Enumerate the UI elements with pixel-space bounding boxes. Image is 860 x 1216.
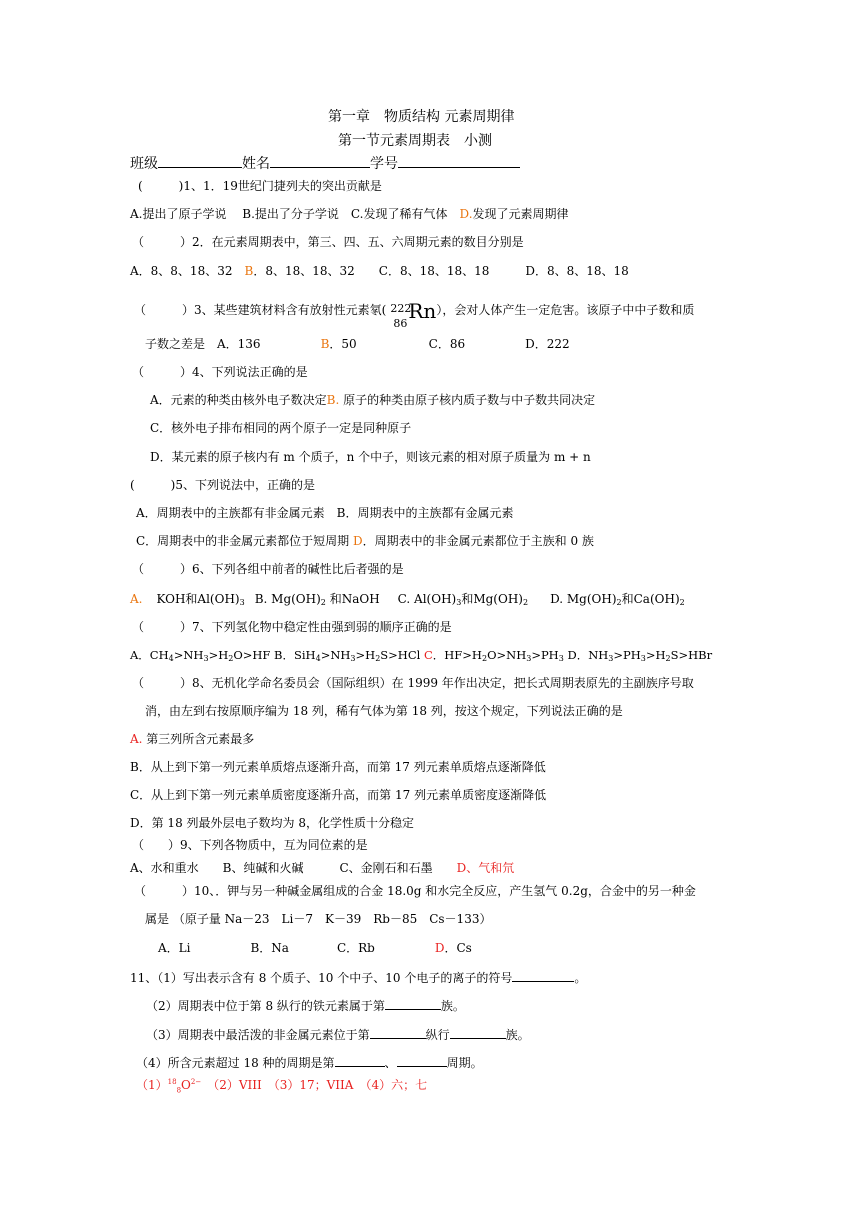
q11-part1-end: 。: [574, 971, 587, 985]
q11-part2-blank[interactable]: [385, 996, 441, 1010]
q10-option-d: ．Cs: [444, 941, 472, 955]
q11-part4-blank1[interactable]: [335, 1053, 385, 1067]
q8-option-c: C．从上到下第一列元素单质密度逐渐升高，而第 17 列元素单质密度逐渐降低: [130, 788, 547, 802]
q7-stem: （ ）7、下列氢化物中稳定性由强到弱的顺序正确的是: [132, 620, 452, 634]
q4-option-b: 原子的种类由原子核内质子数与中子数共同决定: [339, 393, 596, 407]
answer-symbol: O: [181, 1078, 191, 1092]
q8-option-b: B．从上到下第一列元素单质熔点逐渐升高，而第 17 列元素单质熔点逐渐降低: [130, 760, 546, 774]
q6-options: [130, 591, 685, 611]
q11-part2: [146, 996, 465, 1014]
q6-option-c-rest: 和Mg(OH): [461, 592, 523, 606]
nuclide-atomic-number: 86: [393, 316, 408, 330]
answer-key: [136, 1074, 427, 1098]
q8-option-a: [130, 731, 254, 747]
answer-rest: （2）VIII （3）17；VIIA （4）六；七: [201, 1078, 428, 1092]
q5-stem: ( )5、下列说法中，正确的是: [130, 478, 315, 492]
q4-option-c: C．核外电子排布相同的两个原子一定是同种原子: [150, 421, 412, 435]
q9-option-d: 、气和氘: [466, 861, 515, 875]
q10-options-abc: A．Li B．Na C．Rb: [158, 941, 435, 955]
q1-answer-letter: D.: [459, 207, 473, 221]
q6-option-d-sub: 2: [616, 598, 622, 607]
q2-options: [130, 263, 629, 279]
id-label: 学号: [370, 156, 398, 172]
q6-option-a: KOH和Al(OH): [156, 592, 240, 606]
q5-options-cd: [136, 533, 594, 549]
q9-stem: （ ）9、下列各物质中，互为同位素的是: [132, 838, 368, 852]
q2-options-bcd: ．8、18、18、32 C．8、18、18、18 D．8、8、18、18: [253, 264, 629, 278]
q10-options: [158, 940, 472, 956]
q5-options-ab: A．周期表中的主族都有非金属元素 B．周期表中的主族都有金属元素: [136, 506, 514, 520]
q3-line2-post: ．50 C．86 D．222: [329, 337, 570, 351]
q9-answer-letter: D: [456, 861, 467, 875]
answer-part1-label: （1）: [136, 1078, 168, 1092]
q8-stem: （ ）8、无机化学命名委员会（国际组织）在 1999 年作出决定，把长式周期表原先的主副族序号取: [132, 676, 694, 690]
nuclide-mass-number: 222: [390, 301, 412, 315]
q11-part3-blank1[interactable]: [370, 1025, 426, 1039]
q3-stem: [134, 297, 695, 330]
q6-option-a-sub: 3: [239, 598, 245, 607]
q3-line2-pre: 子数之差是 A．136: [145, 337, 321, 351]
answer-charge: 2−: [190, 1078, 202, 1086]
q1-stem: ( )1、1．19世纪门捷列夫的突出贡献是: [138, 179, 382, 193]
q11-part3-end: 族。: [505, 1028, 530, 1042]
q1-option-d: 发现了元素周期律: [472, 207, 569, 221]
q10-answer-letter: D: [434, 941, 445, 955]
q11-part4-text: （4）所含元素超过 18 种的周期是第: [136, 1056, 335, 1070]
q4-option-d: D．某元素的原子核内有 m 个质子，n 个中子，则该元素的相对原子质量为 m + n: [150, 450, 591, 464]
q11-part4: [136, 1053, 483, 1071]
q11-part4-mid: 、: [384, 1056, 397, 1070]
q7-answer-letter: C: [423, 648, 433, 662]
name-label: 姓名: [242, 156, 270, 172]
q6-option-b-rest: 和NaOH: [325, 592, 380, 606]
q6-stem: （ ）6、下列各组中前者的碱性比后者强的是: [132, 562, 404, 576]
q4-options-ab: [150, 392, 595, 408]
q6-option-c: C. Al(OH): [397, 592, 457, 606]
q3-stem-pre: （ ）3、某些建筑材料含有放射性元素氡(: [134, 303, 387, 317]
q11-part3-blank2[interactable]: [450, 1025, 506, 1039]
q11-part3-text: （3）周期表中最活泼的非金属元素位于第: [146, 1028, 370, 1042]
q2-answer-letter: B: [244, 264, 254, 278]
q11-part1-blank[interactable]: [512, 968, 574, 982]
q9-options: [130, 860, 514, 876]
answer-atomic-number: 8: [176, 1086, 182, 1095]
name-blank[interactable]: [270, 154, 370, 168]
q11-part1: [130, 968, 586, 986]
q11-part4-blank2[interactable]: [397, 1053, 447, 1067]
q11-part1-text: 11、（1）写出表示含有 8 个质子、10 个中子、10 个电子的离子的符号: [130, 971, 513, 985]
q3-options: [145, 336, 570, 352]
q1-options-abc: A.提出了原子学说 B.提出了分子学说 C.发现了稀有气体: [130, 207, 460, 221]
page-title: 第一章 物质结构 元素周期律: [328, 109, 515, 125]
q8-option-a-text: 第三列所含元素最多: [142, 732, 255, 746]
radon-nuclide-symbol: [386, 298, 437, 330]
q5-option-d: ．周期表中的非金属元素都位于主族和 0 族: [362, 534, 594, 548]
q4-option-a: A．元素的种类由核外电子数决定: [150, 393, 327, 407]
q4-answer-letter: B.: [326, 393, 340, 407]
q5-option-c: C．周期表中的非金属元素都位于短周期: [136, 534, 353, 548]
q2-option-a: A．8、8、18、32: [130, 264, 245, 278]
q6-option-d-rest-sub: 2: [679, 598, 685, 607]
q1-options: [130, 206, 569, 222]
class-blank[interactable]: [158, 154, 242, 168]
q6-option-c-sub: 3: [456, 598, 462, 607]
q6-option-c-rest-sub: 2: [522, 598, 529, 607]
q10-stem: （ ）10、．钾与另一种碱金属组成的合金 18.0g 和水完全反应，产生氢气 0.2g，合金中的另一种金: [134, 884, 696, 898]
q11-part3: [146, 1025, 530, 1043]
q3-stem-post: ），会对人体产生一定危害。该原子中中子数和质: [436, 303, 695, 317]
q10-stem-line2: 属是 （原子量 Na－23 Li－7 K－39 Rb－85 Cs－133）: [145, 912, 492, 926]
q3-answer-letter: B: [320, 337, 330, 351]
nuclide-symbol: Rn: [408, 298, 437, 323]
q11-part2-end: 族。: [440, 999, 465, 1013]
q2-stem: （ ）2．在元素周期表中，第三、四、五、六周期元素的数目分别是: [132, 235, 524, 249]
id-blank[interactable]: [398, 154, 520, 168]
q11-part4-end: 周期。: [446, 1056, 483, 1070]
answer-mass-number: 18: [167, 1078, 177, 1086]
page-subtitle: 第一节元素周期表 小测: [338, 133, 492, 149]
class-label: 班级: [130, 156, 158, 172]
q11-part2-text: （2）周期表中位于第 8 纵行的铁元素属于第: [146, 999, 385, 1013]
q8-option-d: D．第 18 列最外层电子数均为 8，化学性质十分稳定: [130, 816, 414, 830]
q5-answer-letter: D: [353, 534, 363, 548]
q6-option-b: B. Mg(OH): [254, 592, 321, 606]
q8-stem-line2: 消，由左到右按原顺序编为 18 列，稀有气体为第 18 列，按这个规定，下列说法正确的是: [145, 704, 623, 718]
q7-options: A．$CH_4>NH_3>H_2O>HF$ B．$SiH_4>NH_3>H_2S>HCl$ C．$HF>H_2O>NH_3>PH_3$ D．$NH_3>PH_3>H_2S>HBr$: [130, 648, 713, 663]
q11-part3-mid: 纵行: [425, 1028, 450, 1042]
q6-answer-letter: A.: [130, 592, 143, 606]
student-info-line: [130, 154, 520, 173]
q6-option-d: D. Mg(OH): [550, 592, 617, 606]
q9-options-abc: A、水和重水 B、纯碱和火碱 C、金刚石和石墨: [130, 861, 457, 875]
q6-option-b-sub: 2: [320, 598, 326, 607]
q8-answer-letter: A.: [130, 732, 143, 746]
q4-stem: （ ）4、下列说法正确的是: [132, 365, 308, 379]
q6-option-d-rest: 和Ca(OH): [621, 592, 680, 606]
